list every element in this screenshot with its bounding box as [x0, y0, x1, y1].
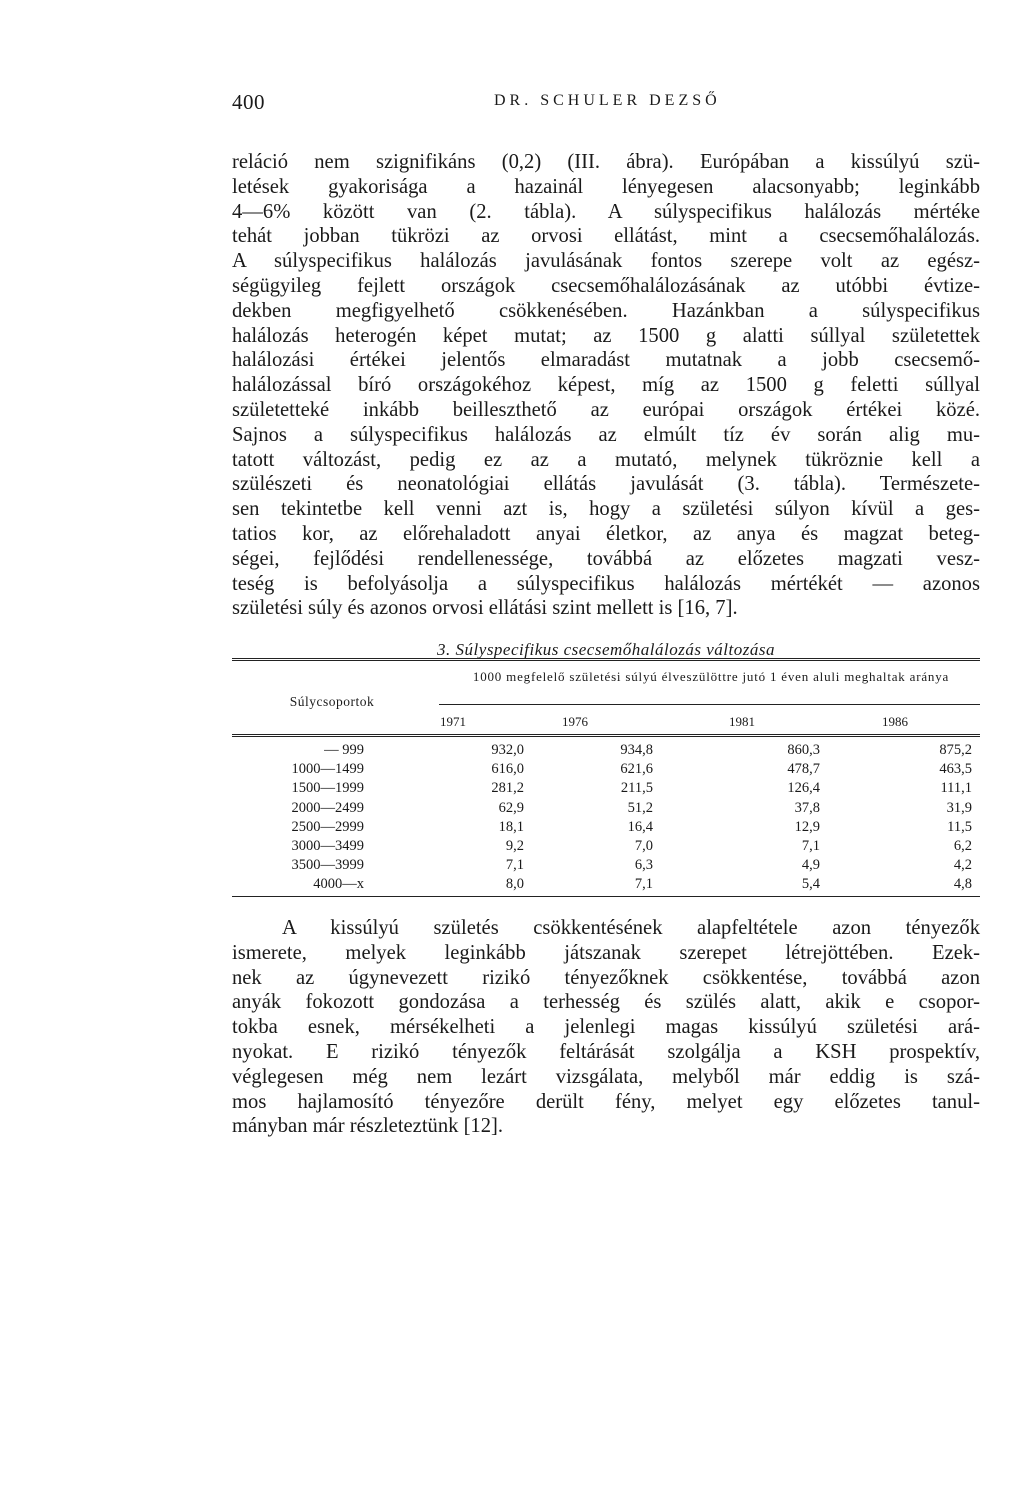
text-line: születetteké inkább beilleszthető az európai országok értékei közé.	[232, 398, 980, 421]
text-line: nyokat. E rizikó tényezők feltárását szolgálja a KSH prospektív,	[232, 1040, 980, 1063]
text-line: ismerete, melyek leginkább játszanak szerepet létrejöttében. Ezek-	[232, 941, 980, 964]
table-cell: 7,1	[505, 857, 524, 874]
table-year-header: 1976	[562, 714, 588, 729]
table-cell: 932,0	[491, 742, 524, 758]
page-header	[232, 90, 980, 116]
table-cell: 211,5	[620, 780, 653, 797]
table-cell: 4,9	[801, 857, 820, 874]
table-row-label: 1500—1999	[291, 780, 364, 797]
text-line: halálozással bíró országokéhoz képest, míg az 1500 g feletti súllyal	[232, 374, 980, 397]
text-line: Sajnos a súlyspecifikus halálozás az elmúlt tíz év során alig mu-	[232, 423, 980, 446]
table-row-label: 2000—2499	[291, 799, 364, 816]
table-cell: 875,2	[939, 742, 972, 758]
table-cell: 16,4	[627, 818, 653, 835]
table-top-rule	[232, 658, 980, 661]
text-line: mányban már részleteztünk [12].	[232, 1115, 504, 1138]
table-cell: 5,4	[801, 876, 820, 893]
table-cell: 11,5	[947, 818, 972, 835]
text-line: nek az úgynevezett rizikó tényezőknek csökkentése, továbbá azon	[232, 966, 980, 989]
text-line: mos hajlamosító tényezőre derült fény, melyet egy előzetes tanul-	[232, 1090, 980, 1113]
table-row-label: 2500—2999	[291, 818, 364, 835]
text-line: anyák fokozott gondozása a terhesség és szülés alatt, akik e csopor-	[232, 991, 980, 1014]
text-line: tehát jobban tükrözi az orvosi ellátást, mint a csecsemőhalálozás.	[232, 225, 980, 248]
table-cell: 12,9	[794, 818, 820, 835]
table-spanning-header: 1000 megfelelő születési súlyú élveszülöttre jutó 1 éven aluli meghaltak aránya	[472, 669, 950, 684]
text-line: A súlyspecifikus halálozás javulásának fontos szerepe volt az egész-	[232, 250, 980, 273]
text-line: tokba esnek, mérsékelheti a jelenlegi magas kissúlyú születési ará-	[232, 1016, 980, 1039]
table-header-bottom-rule	[232, 734, 980, 737]
table-cell: 7,1	[634, 876, 653, 893]
table-caption: 3. Súlyspecifikus csecsemőhalálozás változása	[437, 640, 775, 659]
text-line: véglegesen még nem lezárt vizsgálata, melyből már eddig is szá-	[232, 1065, 980, 1088]
table-cell: 4,8	[953, 876, 972, 893]
table-cell: 37,8	[794, 799, 820, 816]
table-row	[232, 742, 980, 761]
table-cell: 8,0	[505, 876, 524, 893]
table-cell: 31,9	[946, 799, 972, 816]
text-line: halálozási értékei jelentős elmaradást mutatnak a jobb csecsemő-	[232, 349, 980, 372]
table-cell: 18,1	[498, 818, 524, 835]
table-row	[232, 876, 980, 895]
body-paragraph-1	[232, 150, 980, 621]
text-line: ségügyileg fejlett országok csecsemőhalálozásának az utóbbi évtize-	[232, 274, 980, 297]
table-row	[232, 819, 980, 838]
table-cell: 111,1	[940, 780, 972, 797]
table-cell: 463,5	[939, 761, 972, 778]
table-cell: 6,3	[634, 857, 653, 874]
text-line: 4—6% között van (2. tábla). A súlyspecifikus halálozás mértéke	[232, 200, 980, 223]
text-line: tatios kor, az előrehaladott anyai életkor, az anya és magzat beteg-	[232, 522, 980, 545]
text-line: A kissúlyú születés csökkentésének alapfeltétele azon tényezők	[282, 917, 980, 939]
text-line: dekben megfigyelhető csökkenésében. Hazánkban a súlyspecifikus	[232, 299, 980, 322]
table-row-label: 4000—x	[313, 876, 364, 893]
table-row-label: — 999	[324, 742, 364, 758]
table-bottom-rule	[232, 896, 980, 897]
table-cell: 126,4	[787, 780, 820, 797]
text-line: szülészeti és neonatológiai ellátás javulását (3. tábla). Természete-	[232, 473, 980, 496]
table-cell: 62,9	[498, 799, 524, 816]
table-year-header: 1981	[729, 714, 755, 729]
table-year-header: 1971	[440, 714, 466, 729]
table-cell: 616,0	[491, 761, 524, 778]
text-line: születési súly és azonos orvosi ellátási szint mellett is [16, 7].	[232, 597, 738, 620]
table-cell: 478,7	[787, 761, 820, 778]
text-line: halálozás heterogén képet mutat; az 1500 g alatti súllyal születettek	[232, 324, 980, 347]
table-cell: 7,1	[801, 838, 820, 854]
text-line: teség is befolyásolja a súlyspecifikus halálozás mértékét — azonos	[232, 572, 980, 595]
table-row-label: 1000—1499	[291, 761, 364, 778]
table-header-rule	[439, 704, 980, 705]
table-cell: 7,0	[634, 838, 653, 854]
table-row-label: 3500—3999	[291, 857, 364, 874]
running-head: DR. SCHULER DEZSŐ	[494, 92, 721, 109]
table-cell: 9,2	[505, 838, 524, 854]
table-cell: 934,8	[620, 742, 653, 758]
table-row-label: 3000—3499	[291, 838, 364, 854]
text-line: ségei, fejlődési rendellenessége, továbbá az előzetes magzati vesz-	[232, 547, 980, 570]
table-cell: 860,3	[787, 742, 820, 758]
table-row	[232, 761, 980, 780]
text-line: reláció nem szignifikáns (0,2) (III. ábra). Európában a kissúlyú szü-	[232, 151, 980, 173]
table-group-header: Súlycsoportok	[289, 694, 375, 709]
text-line: tatott változást, pedig ez az a mutató, melynek tükröznie kell a	[232, 448, 980, 471]
table-cell: 6,2	[953, 838, 972, 854]
table-row	[232, 800, 980, 819]
body-paragraph-2	[232, 916, 980, 1139]
table-year-header: 1986	[882, 714, 908, 729]
page-number: 400	[232, 90, 265, 114]
table-cell: 51,2	[627, 799, 653, 816]
weight-mortality-table	[232, 658, 980, 898]
table-row	[232, 780, 980, 799]
table-row	[232, 857, 980, 876]
table-row	[232, 838, 980, 857]
text-line: letések gyakorisága a hazainál lényegesen alacsonyabb; leginkább	[232, 175, 980, 198]
table-cell: 4,2	[953, 857, 972, 874]
text-line: sen tekintetbe kell venni azt is, hogy a születési súlyon kívül a ges-	[232, 498, 980, 521]
table-cell: 621,6	[620, 761, 653, 778]
table-cell: 281,2	[491, 780, 524, 797]
